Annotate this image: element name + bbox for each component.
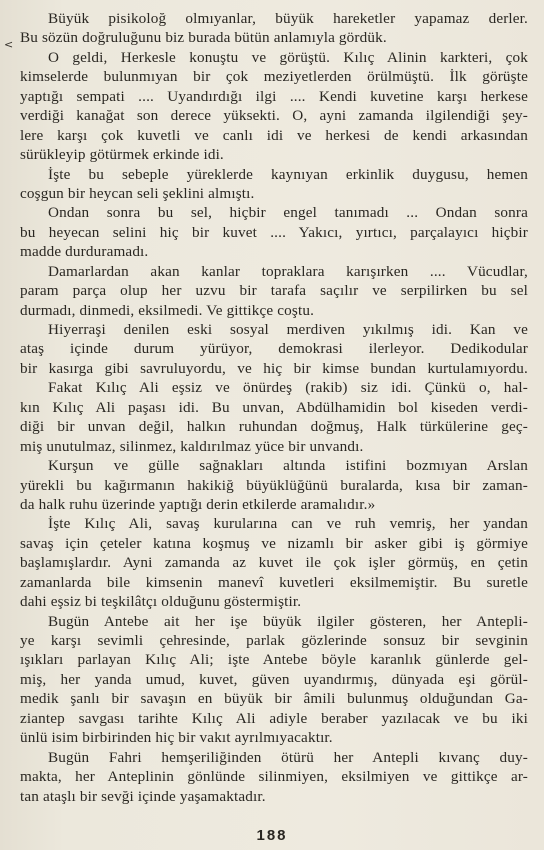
text-line: durmadı, dinmedi, eksilmedi. Ve gittikçe coştu. [20,301,315,319]
text-line: yaptığı sempati .... Uyandırdığı ilgi .... Kendi kuvetine karşı herkese [20,87,528,105]
text-line: zamanlarda bile kimsenin manevî kuvetleri eksilmemiştir. Bu suretle [20,573,528,591]
text-line: Bugün Fahri hemşeriliğinden ötürü her Antepli kıvanç duy- [48,748,528,766]
text-line: Hiyerraşi denilen eski sosyal merdiven yıkılmış idi. Kan ve [48,321,528,338]
text-line: makta, her Anteplinin gönlünde silinmiyen, eksilmiyen ve gittikçe ar- [20,768,528,786]
text-line: Damarlardan akan kanlar topraklara karışırken .... Vücudlar, [48,262,528,280]
text-line: Bu sözün doğruluğunu biz burada bütün anlamıyla gördük. [20,29,387,47]
text-line: lere karşı çok kuvetli ve canlı idi ve herkesi de kendi arkasından [20,126,528,144]
text-line: Kurşun ve gülle sağnakları altında istifini bozmıyan Arslan [48,457,528,475]
text-line: ye karşı sevimli çehresinde, parlak gözlerinde sonsuz bir sevginin [20,632,528,649]
text-line: param parça olup her uzvu bir tarafa saçılır ve serpilirken bu sel [20,282,528,300]
text-line: tan ataşlı bir sevği içinde yaşamaktadır. [20,787,266,805]
text-line: sürükleyip götürmek erkinde idi. [20,146,224,164]
text-line: madde durduramadı. [20,243,149,261]
text-line: miş unutulmaz, silinmez, kaldırılmaz yüce bir unvandı. [20,437,364,455]
text-line: bir kasırga gibi savruluyordu, ve hiç bir kimse bundan kurtulamıyordu. [20,359,528,377]
text-line: ataş içinde durum yürüyor, demokrasi ilerleyor. Dedikodular [20,340,528,358]
text-line: ziantep savgası tarihte Kılıç Ali adiyle beraber yazılacak ve bu iki [20,709,528,727]
text-line: Ondan sonra bu sel, hiçbir engel tanımadı ... Ondan sonra [48,204,528,222]
text-line: miş, her yanda umud, kuvet, güven uyandırmış, dünyada eşi görül- [20,670,528,688]
text-line: başlamışlardır. Ayni zamanda az kuvet ile çok işler görmüş, en çetin [20,554,528,572]
text-line: İşte bu sebeple yüreklerde kaynıyan erkinlik duygusu, hemen [48,165,528,183]
text-line: Fakat Kılıç Ali eşsiz ve önürdeş (rakib) siz idi. Çünkü o, hal- [48,379,528,397]
text-line: Bugün Antebe ait her işe büyük ilgiler gösteren, her Antepli- [48,612,528,630]
text-line: ünlü isim birbirinden hiç bir vakıt ayrılmıyacaktır. [20,729,333,747]
margin-pencil-mark: < [4,38,14,51]
text-line: İşte Kılıç Ali, savaş kurularına can ve ruh vemriş, her yandan [48,515,528,533]
text-line: da halk ruhu üzerinde yaptığı derin etkilerde aramalıdır.» [20,495,376,513]
text-line: medik şanlı bir savaşın en büyük bir âmili bulunmuş olduğundan Ga- [20,690,528,708]
text-line: coşgun bir heycan seli şeklini almıştı. [20,184,255,202]
text-line: bu heyecan selini hiç bir kuvet .... Yakıcı, yırtıcı, parçalayıcı hiçbir [20,223,528,241]
text-line: kın Kılıç Ali paşası idi. Bu unvan, Abdülhamidin bol kiseden verdi- [20,398,528,416]
text-line: kimselerde bulunmıyan bir çok meziyetlerden örülmüştü. İlk görüşte [20,68,528,86]
text-line: O geldi, Herkesle konuştu ve görüştü. Kılıç Alinin karkteri, çok [48,48,528,66]
text-line: Büyük pisikoloğ olmıyanlar, büyük hareketler yapamaz derler. [48,10,528,27]
page-number: 188 [256,827,288,844]
body-text [20,9,528,806]
text-line: ışıkları parlayan Kılıç Ali; işte Antebe böyle karanlık günlerde gel- [20,651,528,669]
text-line: diği bir unvan değil, halkın ruhundan doğmuş, Halk türkülerine geç- [20,418,528,436]
text-line: dahi eşsiz bi teşkilâtçı olduğunu göstermiştir. [20,593,302,611]
text-line: yürekli bu kağırmanın hakikiğ büyüklüğünü buralarda, kısa bir zaman- [20,476,528,494]
text-line: savaş için çeteler katına koşmuş ve nizamlı bir asker gibi iş görmiye [20,534,528,552]
text-line: verdiği kanağat son derece yüksekti. O, ayni zamanda ilgilendiği şey- [20,107,528,125]
